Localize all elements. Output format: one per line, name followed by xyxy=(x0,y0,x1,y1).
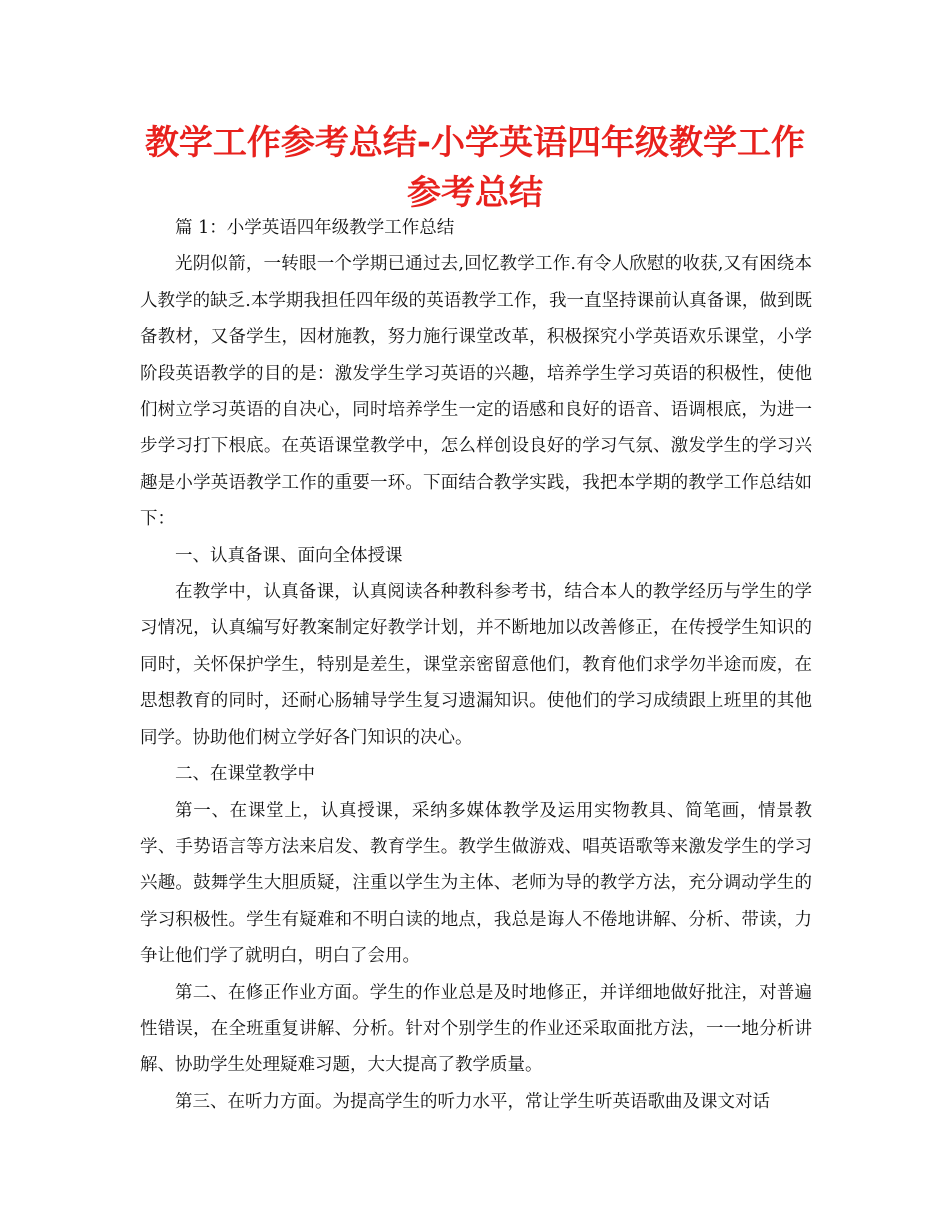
section-heading-article-1: 篇 1：小学英语四年级教学工作总结 xyxy=(175,218,455,238)
paragraph-homework: 第二、在修正作业方面。学生的作业总是及时地修正，并详细地做好批注，对普遍性错误，在全班重复讲解、分析。针对个别学生的作业还采取面批方法，一一地分析讲解、协助学生处理疑难习题，大大提高了教学质量。 xyxy=(140,982,812,1076)
paragraph-intro: 光阴似箭，一转眼一个学期已通过去,回忆教学工作.有令人欣慰的收获,又有困绕本人教学的缺乏.本学期我担任四年级的英语教学工作，我一直坚持课前认真备课，做到既备教材，又备学生，因材施教，努力施行课堂改革，积极探究小学英语欢乐课堂，小学阶段英语教学的目的是：激发学生学习英语的兴趣，培养学生学习英语的积极性，使他们树立学习英语的自决心，同时培养学生一定的语感和良好的语音、语调根底，为进一步学习打下根底。在英语课堂教学中，怎么样创设良好的学习气氛、激发学生的学习兴趣是小学英语教学工作的重要一环。下面结合教学实践，我把本学期的教学工作总结如下： xyxy=(140,254,812,530)
paragraph-preparation: 在教学中，认真备课，认真阅读各种教科参考书，结合本人的教学经历与学生的学习情况，认真编写好教案制定好教学计划，并不断地加以改善修正，在传授学生知识的同时，关怀保护学生，特别是差生，课堂亲密留意他们，教育他们求学勿半途而废，在思想教育的同时，还耐心肠辅导学生复习遗漏知识。使他们的学习成绩跟上班里的其他同学。协助他们树立学好各门知识的决心。 xyxy=(140,582,812,748)
section-heading-2: 二、在课堂教学中 xyxy=(175,764,315,785)
paragraph-listening: 第三、在听力方面。为提高学生的听力水平，常让学生听英语歌曲及课文对话 xyxy=(175,1091,770,1112)
document-body xyxy=(140,210,812,1120)
paragraph-classroom: 第一、在课堂上，认真授课，采纳多媒体教学及运用实物教具、简笔画，情景教学、手势语言等方法来启发、教育学生。教学生做游戏、唱英语歌等来激发学生的学习兴趣。鼓舞学生大胆质疑，注重以学生为主体、老师为导的教学方法，充分调动学生的学习积极性。学生有疑难和不明白读的地点，我总是诲人不倦地讲解、分析、带读，力争让他们学了就明白，明白了会用。 xyxy=(140,800,812,967)
section-heading-1: 一、认真备课、面向全体授课 xyxy=(175,545,403,566)
document-title: 教学工作参考总结-小学英语四年级教学工作参考总结 xyxy=(144,123,806,213)
